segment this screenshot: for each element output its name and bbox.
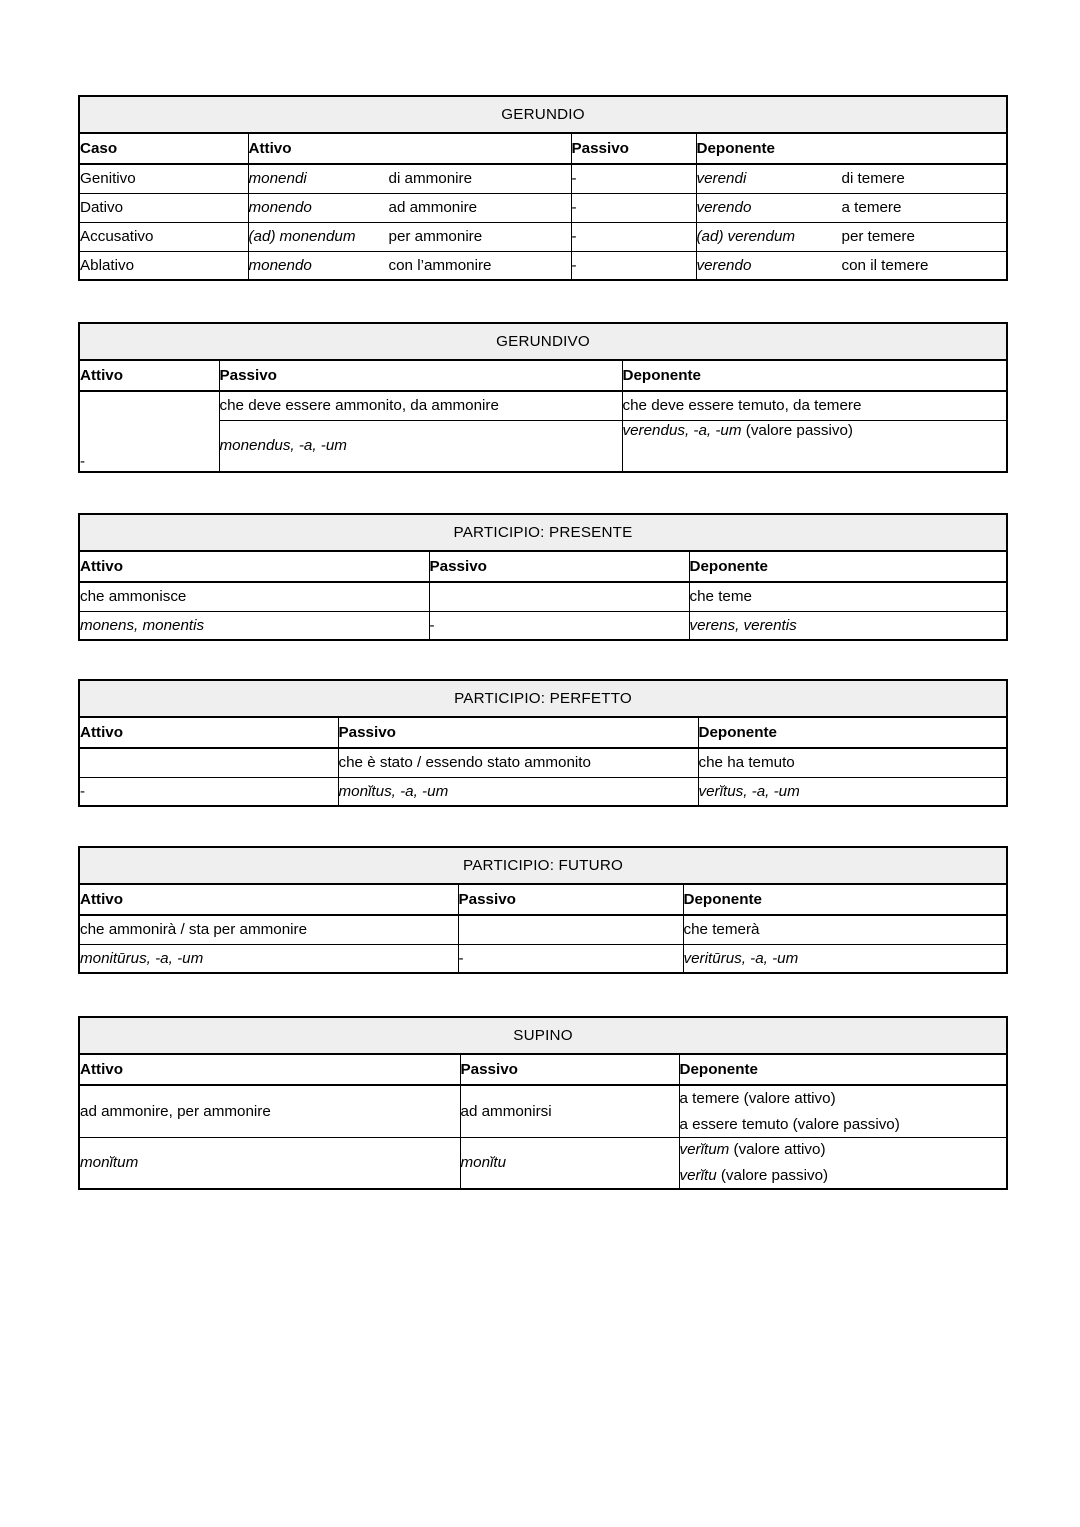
value-note: (valore passivo): [720, 1167, 829, 1185]
cell-attivo: [248, 251, 571, 280]
italian-translation: con l’ammonire: [388, 256, 492, 274]
cell-attivo: [248, 193, 571, 222]
cell-passivo: -: [571, 251, 696, 280]
column-header-passivo: Passivo: [458, 884, 683, 915]
table-title-gerundivo: GERUNDIVO: [79, 323, 1007, 360]
column-header-passivo: Passivo: [338, 717, 698, 748]
latin-form: verendo: [696, 199, 752, 216]
deponente-line-2: a essere temuto (valore passivo): [679, 1115, 900, 1133]
latin-form: monendo: [248, 256, 312, 274]
italian-translation: di ammonire: [388, 170, 473, 188]
table-header-row: [79, 884, 1007, 915]
column-header-attivo: Attivo: [79, 360, 219, 391]
cell-attivo: -: [79, 777, 338, 806]
cell-deponente: che temerà: [683, 915, 1007, 944]
table-row: [79, 777, 1007, 806]
cell-attivo-latin: monens, monentis: [79, 611, 429, 640]
table-title-row: [79, 514, 1007, 551]
cell-caso: Ablativo: [79, 251, 248, 280]
cell-caso: Dativo: [79, 193, 248, 222]
cell-passivo: che deve essere ammonito, da ammonire: [219, 391, 622, 420]
cell-deponente: [696, 251, 1007, 280]
column-header-attivo: Attivo: [79, 884, 458, 915]
column-header-attivo: Attivo: [79, 551, 429, 582]
latin-prefix: (ad): [696, 228, 724, 245]
table-header-row: [79, 717, 1007, 748]
latin-form-group: [249, 227, 389, 246]
table-header-row: [79, 133, 1007, 164]
cell-passivo: che è stato / essendo stato ammonito: [338, 748, 698, 777]
cell-deponente-latin: [679, 1137, 1007, 1189]
cell-passivo-latin: monendus, -a, -um: [219, 420, 622, 472]
cell-passivo: -: [458, 944, 683, 973]
table-title-participio-futuro: PARTICIPIO: FUTURO: [79, 847, 1007, 884]
cell-attivo: [248, 164, 571, 193]
cell-deponente: che teme: [689, 582, 1007, 611]
table-title-participio-presente: PARTICIPIO: PRESENTE: [79, 514, 1007, 551]
italian-translation: ad ammonire: [388, 199, 478, 216]
latin-form: monendo: [248, 199, 312, 216]
table-header-row: [79, 1054, 1007, 1085]
cell-attivo: [79, 748, 338, 777]
cell-deponente: che deve essere temuto, da temere: [622, 391, 1007, 420]
table-participio-perfetto: [78, 679, 1008, 807]
latin-form: monendi: [248, 170, 307, 188]
cell-passivo: -: [429, 611, 689, 640]
cell-deponente: [696, 222, 1007, 251]
column-header-passivo: Passivo: [429, 551, 689, 582]
table-row: [79, 611, 1007, 640]
cell-passivo: -: [571, 193, 696, 222]
table-gerundio: [78, 95, 1008, 281]
italian-translation: con il temere: [841, 256, 929, 274]
table-row: [79, 944, 1007, 973]
column-header-attivo: Attivo: [79, 717, 338, 748]
table-row: [79, 164, 1007, 193]
cell-deponente-latin: veritūrus, -a, -um: [683, 944, 1007, 973]
latin-form: verĭtum: [679, 1141, 730, 1159]
table-row: [79, 1085, 1007, 1137]
column-header-passivo: Passivo: [460, 1054, 679, 1085]
table-title-row: [79, 96, 1007, 133]
value-note: (valore passivo): [745, 421, 853, 439]
cell-passivo-latin: monĭtu: [460, 1137, 679, 1189]
latin-form: verendum: [727, 228, 796, 245]
cell-caso: Genitivo: [79, 164, 248, 193]
cell-passivo: [458, 915, 683, 944]
table-row: [79, 582, 1007, 611]
table-gerundivo: [78, 322, 1008, 473]
table-row: [79, 420, 1007, 472]
column-header-passivo: Passivo: [219, 360, 622, 391]
table-title-supino: SUPINO: [79, 1017, 1007, 1054]
table-row: [79, 915, 1007, 944]
deponente-line-1: a temere (valore attivo): [679, 1089, 836, 1107]
cell-attivo: ad ammonire, per ammonire: [79, 1085, 460, 1137]
table-title-participio-perfetto: PARTICIPIO: PERFETTO: [79, 680, 1007, 717]
cell-attivo-latin: monitūrus, -a, -um: [79, 944, 458, 973]
latin-form: verendus, -a, -um: [622, 421, 742, 439]
table-row: [79, 193, 1007, 222]
cell-attivo: che ammonirà / sta per ammonire: [79, 915, 458, 944]
column-header-caso: Caso: [79, 133, 248, 164]
deponente-line-2: [680, 1166, 1007, 1185]
table-row: [79, 222, 1007, 251]
latin-form: verĭtu: [679, 1167, 717, 1185]
italian-translation: per temere: [841, 228, 915, 245]
table-title-gerundio: GERUNDIO: [79, 96, 1007, 133]
column-header-attivo: Attivo: [248, 133, 571, 164]
latin-form-group: [697, 227, 842, 246]
cell-deponente-latin: [622, 420, 1007, 472]
cell-passivo: ad ammonirsi: [460, 1085, 679, 1137]
column-header-deponente: Deponente: [696, 133, 1007, 164]
italian-translation: per ammonire: [388, 228, 483, 245]
column-header-deponente: Deponente: [689, 551, 1007, 582]
latin-form: verendo: [696, 256, 752, 274]
table-row: [79, 1137, 1007, 1189]
cell-attivo: che ammonisce: [79, 582, 429, 611]
column-header-passivo: Passivo: [571, 133, 696, 164]
table-participio-futuro: [78, 846, 1008, 974]
table-title-row: [79, 680, 1007, 717]
cell-passivo: -: [571, 164, 696, 193]
cell-deponente: [679, 1085, 1007, 1137]
table-participio-presente: [78, 513, 1008, 641]
cell-deponente-latin: verens, verentis: [689, 611, 1007, 640]
table-row: [79, 748, 1007, 777]
italian-translation: di temere: [841, 170, 905, 188]
cell-passivo: [429, 582, 689, 611]
table-supino: [78, 1016, 1008, 1190]
table-row: [79, 391, 1007, 420]
cell-passivo-latin: monĭtus, -a, -um: [338, 777, 698, 806]
table-title-row: [79, 323, 1007, 360]
table-title-row: [79, 1017, 1007, 1054]
table-header-row: [79, 360, 1007, 391]
latin-form: verendi: [696, 170, 747, 188]
column-header-deponente: Deponente: [622, 360, 1007, 391]
italian-translation: a temere: [841, 199, 902, 216]
value-note: (valore attivo): [733, 1141, 826, 1159]
cell-caso: Accusativo: [79, 222, 248, 251]
column-header-attivo: Attivo: [79, 1054, 460, 1085]
column-header-deponente: Deponente: [683, 884, 1007, 915]
table-header-row: [79, 551, 1007, 582]
cell-deponente-latin: verĭtus, -a, -um: [698, 777, 1007, 806]
cell-deponente: che ha temuto: [698, 748, 1007, 777]
cell-attivo-latin: monĭtum: [79, 1137, 460, 1189]
latin-prefix: (ad): [248, 228, 276, 245]
column-header-deponente: Deponente: [679, 1054, 1007, 1085]
cell-deponente: [696, 164, 1007, 193]
deponente-line-1: [680, 1140, 1007, 1159]
cell-attivo-merged: -: [79, 391, 219, 472]
cell-passivo: -: [571, 222, 696, 251]
cell-deponente: [696, 193, 1007, 222]
latin-form: monendum: [279, 228, 356, 245]
column-header-deponente: Deponente: [698, 717, 1007, 748]
table-row: [79, 251, 1007, 280]
table-title-row: [79, 847, 1007, 884]
cell-attivo: [248, 222, 571, 251]
